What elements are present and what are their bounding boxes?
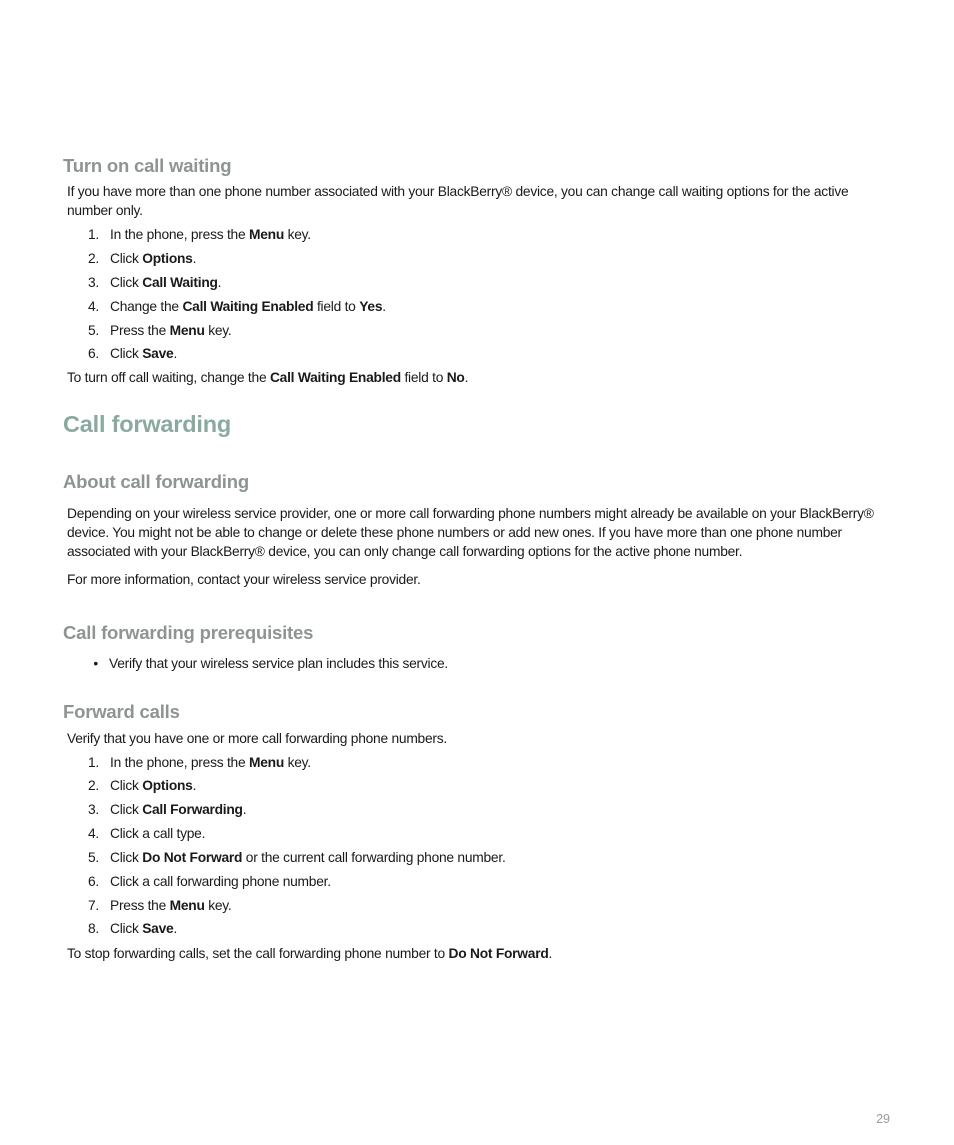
heading-call-forwarding-prerequisites: Call forwarding prerequisites (63, 622, 314, 643)
step-item: 5. Click Do Not Forward or the current call forwarding phone number. (87, 850, 506, 865)
heading-about-call-forwarding: About call forwarding (63, 471, 249, 492)
step-item: 6. Click Save. (87, 346, 178, 361)
bullet-glyph: • (93, 656, 98, 671)
step-item: 3. Click Call Forwarding. (87, 802, 247, 817)
intro-call-waiting: If you have more than one phone number associated with your BlackBerry® device, you can change call waiting options for the active number only. (67, 184, 849, 218)
outro-forward-calls: To stop forwarding calls, set the call forwarding phone number to Do Not Forward. (67, 946, 553, 961)
step-item: 1. In the phone, press the Menu key. (87, 755, 311, 770)
page-number: 29 (876, 1112, 890, 1126)
step-item: 7. Press the Menu key. (87, 898, 232, 913)
step-item: 1. In the phone, press the Menu key. (87, 227, 311, 242)
step-item: 5. Press the Menu key. (87, 323, 232, 338)
intro-forward-calls: Verify that you have one or more call forwarding phone numbers. (67, 731, 447, 746)
about-paragraph: Depending on your wireless service provider, one or more call forwarding phone numbers might already be available on your BlackBerry® device. You might not be able to change or delete these phone numbers or add new ones. If you have more than one phone number associated with your BlackBerry® device, you can only change call forwarding options for the active phone number. (67, 506, 874, 559)
step-item: 2. Click Options. (87, 251, 197, 266)
heading-turn-on-call-waiting: Turn on call waiting (63, 155, 232, 176)
prerequisite-item: • Verify that your wireless service plan includes this service. (67, 654, 448, 673)
step-item: 4. Change the Call Waiting Enabled field to Yes. (87, 299, 386, 314)
step-item: 3. Click Call Waiting. (87, 275, 222, 290)
step-item: 2. Click Options. (87, 778, 197, 793)
outro-call-waiting: To turn off call waiting, change the Call Waiting Enabled field to No. (67, 370, 469, 385)
step-item: 4. Click a call type. (87, 826, 206, 841)
step-item: 8. Click Save. (87, 921, 178, 936)
heading-call-forwarding: Call forwarding (63, 411, 232, 437)
contact-paragraph: For more information, contact your wireless service provider. (67, 572, 421, 587)
step-item: 6. Click a call forwarding phone number. (87, 874, 331, 889)
heading-forward-calls: Forward calls (63, 701, 180, 722)
